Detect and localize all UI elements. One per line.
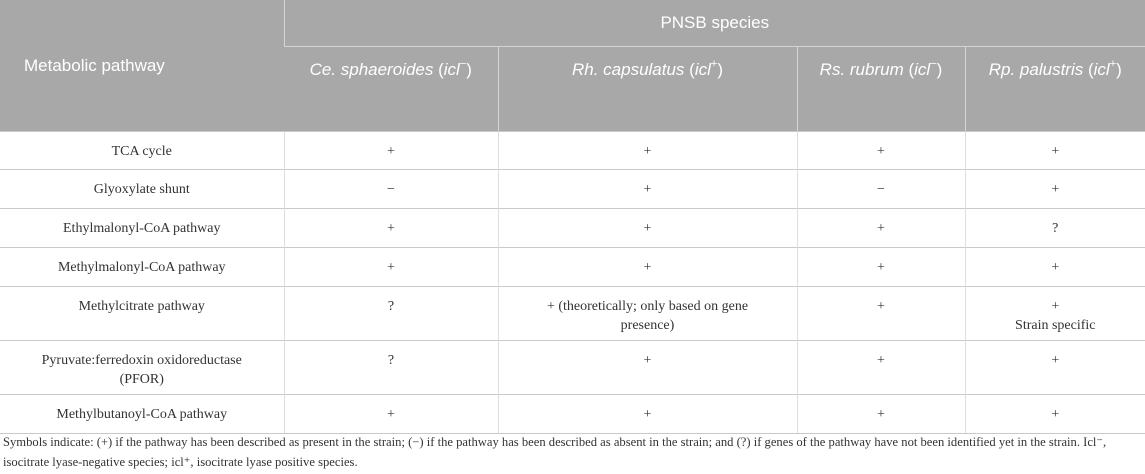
value-cell: + (theoretically; only based on gene presence)	[498, 287, 797, 341]
value-cell: +	[965, 170, 1145, 209]
pathway-cell: Glyoxylate shunt	[0, 170, 284, 209]
table-footnote: Symbols indicate: (+) if the pathway has been described as present in the strain; (−) if the pathway has been described as absent in the strain; and (?) if genes of the pathway have not been identified yet in the strain. Icl⁻, isocitrate lyase-negative species; icl⁺, isocitrate lyase positive species.	[3, 435, 1107, 469]
value-cell: +	[965, 341, 1145, 395]
header-row-top	[0, 0, 1145, 47]
species-name: Rh. capsulatus	[571, 60, 685, 79]
species-marker: icl	[914, 60, 931, 79]
species-marker-sup: −	[459, 58, 467, 71]
species-marker: icl	[443, 60, 460, 79]
species-group-header: PNSB species	[284, 0, 1145, 47]
table-row	[0, 248, 1145, 287]
species-header: Rs. rubrum (icl−)	[797, 47, 965, 132]
value-cell: ?	[284, 341, 498, 395]
species-marker-sup: −	[930, 58, 937, 71]
value-cell: +	[797, 395, 965, 434]
species-header: Ce. sphaeroides (icl−)	[284, 47, 498, 132]
value-cell: ?	[284, 287, 498, 341]
value-cell: +	[498, 170, 797, 209]
species-name: Rp. palustris	[988, 60, 1084, 79]
value-cell: +	[797, 209, 965, 248]
value-cell: +	[965, 132, 1145, 170]
species-marker: icl	[1093, 60, 1110, 79]
species-name: Rs. rubrum	[819, 60, 904, 79]
species-header: Rh. capsulatus (icl+)	[498, 47, 797, 132]
value-cell: +	[797, 341, 965, 395]
value-cell: +	[498, 248, 797, 287]
table-row	[0, 209, 1145, 248]
value-cell: +	[797, 132, 965, 170]
pathway-cell: Pyruvate:ferredoxin oxidoreductase (PFOR)	[0, 341, 284, 395]
species-name: Ce. sphaeroides	[309, 60, 434, 79]
pathway-cell: Ethylmalonyl-CoA pathway	[0, 209, 284, 248]
species-marker-sup: +	[710, 58, 718, 71]
pathway-cell: Methylmalonyl-CoA pathway	[0, 248, 284, 287]
species-marker-sup: +	[1109, 58, 1117, 71]
species-marker: icl	[694, 60, 711, 79]
value-cell: +	[965, 248, 1145, 287]
table-row	[0, 395, 1145, 434]
value-cell: +	[797, 248, 965, 287]
value-cell: +	[498, 341, 797, 395]
value-cell: +	[965, 395, 1145, 434]
table-row	[0, 341, 1145, 395]
value-cell: +	[498, 209, 797, 248]
value-cell: −	[284, 170, 498, 209]
value-cell: +	[284, 132, 498, 170]
value-cell: +	[797, 287, 965, 341]
value-cell: +	[284, 395, 498, 434]
species-header: Rp. palustris (icl+)	[965, 47, 1145, 132]
value-cell: ?	[965, 209, 1145, 248]
value-cell: + Strain specific	[965, 287, 1145, 341]
pathway-cell: Methylbutanoyl-CoA pathway	[0, 395, 284, 434]
value-cell: +	[284, 209, 498, 248]
value-cell: +	[284, 248, 498, 287]
value-cell: +	[498, 395, 797, 434]
table-row	[0, 170, 1145, 209]
pathway-column-header: Metabolic pathway	[0, 0, 284, 132]
table-body	[0, 132, 1145, 434]
table-row	[0, 287, 1145, 341]
value-cell: −	[797, 170, 965, 209]
pathway-cell: TCA cycle	[0, 132, 284, 170]
table-row	[0, 132, 1145, 170]
pathway-cell: Methylcitrate pathway	[0, 287, 284, 341]
value-cell: +	[498, 132, 797, 170]
table-header	[0, 0, 1145, 132]
